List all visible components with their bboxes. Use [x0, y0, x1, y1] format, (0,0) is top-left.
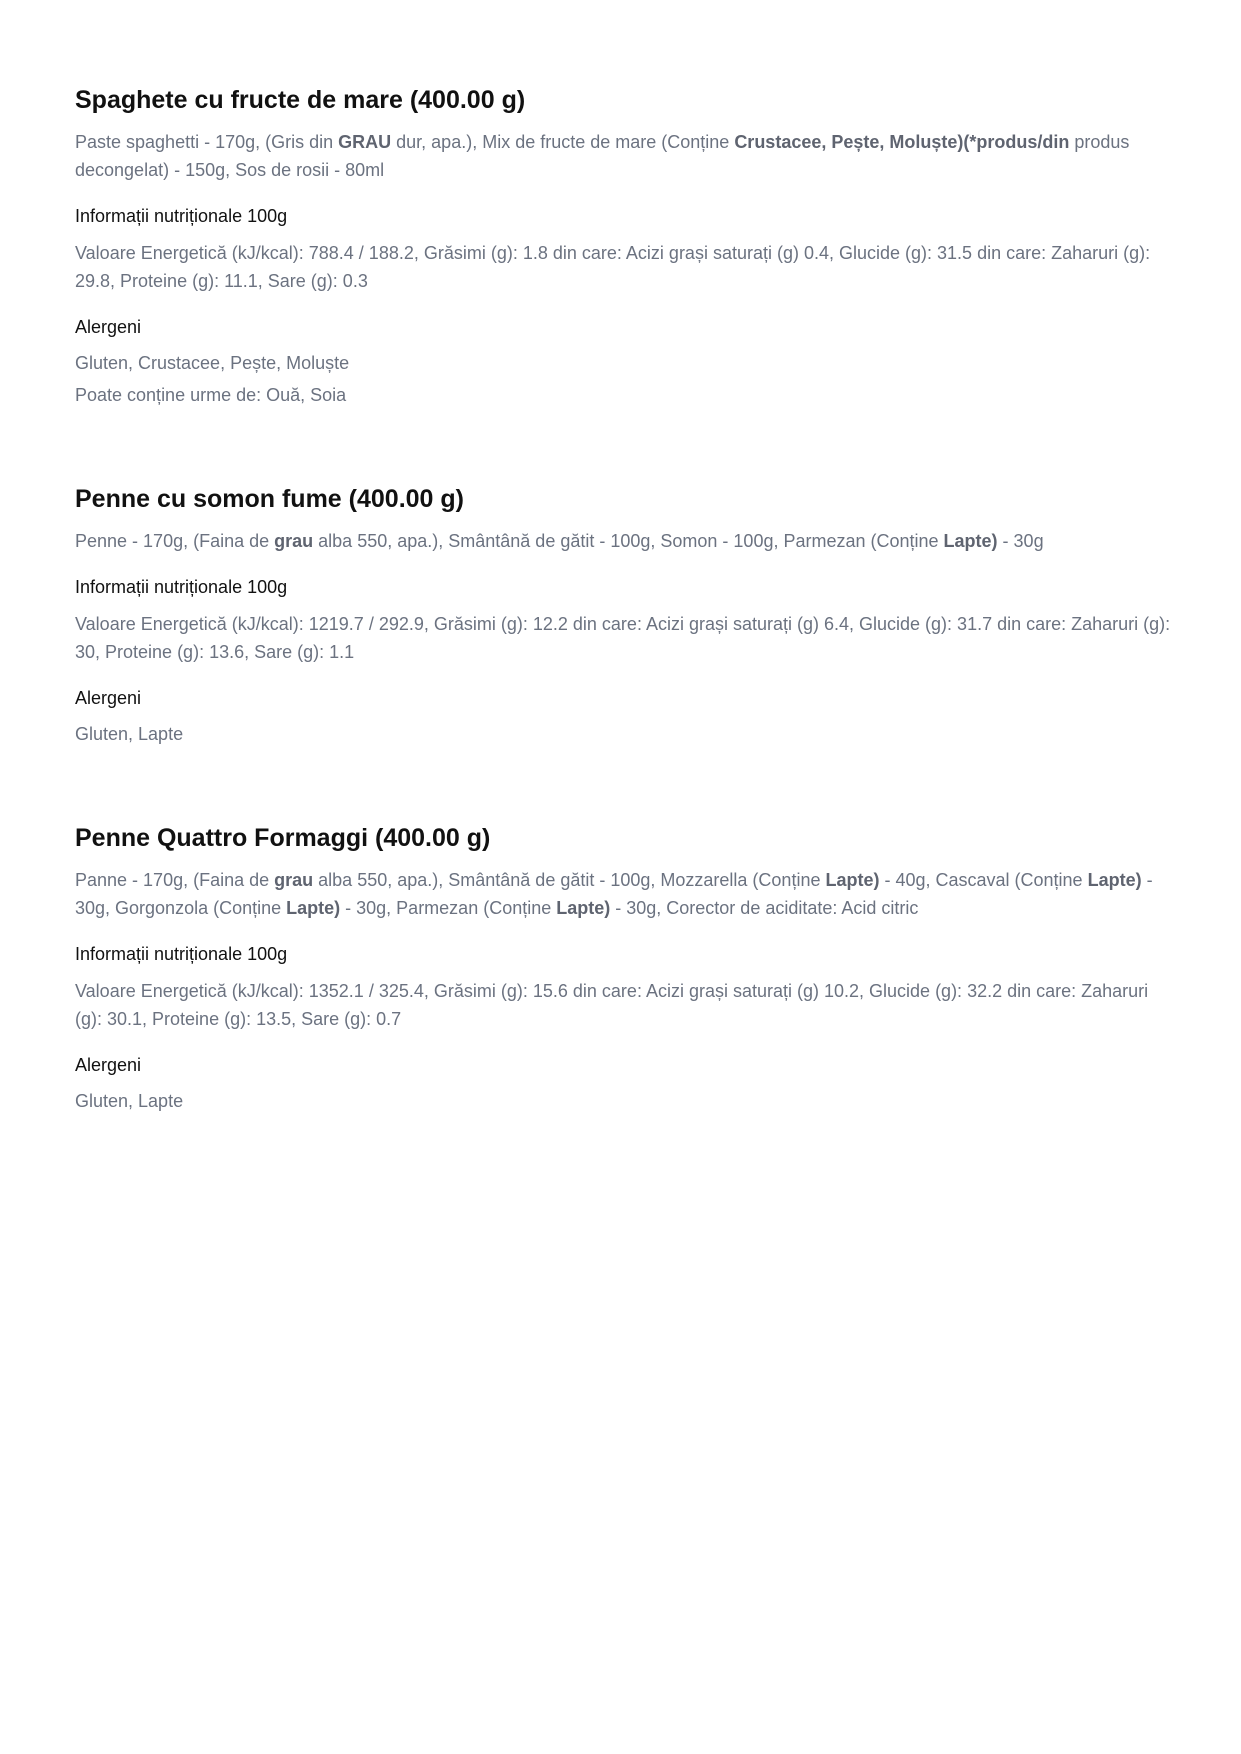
ingredient-segment: Paste spaghetti - 170g, (Gris din: [75, 132, 339, 152]
ingredient-segment: alba 550, apa.), Smântână de gătit - 100g, Somon - 100g, Parmezan (Conține: [313, 531, 944, 551]
nutrition-values: Valoare Energetică (kJ/kcal): 1219.7 / 292.9, Grăsimi (g): 12.2 din care: Acizi grași saturați (g) 6.4, Glucide (g): 31.7 din care: Zaharuri (g): 30, Proteine (g): 13.6, Sare (g): 1.1: [75, 614, 1171, 662]
ingredient-highlight: Lapte): [556, 898, 611, 918]
allergens-list: Gluten, Lapte: [75, 1091, 184, 1111]
ingredient-segment: - 30g, Gorgonzola (Conține: [75, 870, 1153, 918]
ingredient-segment: alba 550, apa.), Smântână de gătit - 100g, Mozzarella (Conține: [313, 870, 826, 890]
nutrition-heading: Informații nutriționale 100g: [75, 206, 288, 226]
ingredients-text: [75, 866, 1175, 922]
ingredient-segment: - 40g, Cascaval (Conține: [879, 870, 1088, 890]
product-card: [75, 78, 1175, 411]
product-title: Penne cu somon fume (400.00 g): [75, 485, 464, 513]
allergens-heading: Alergeni: [75, 1055, 142, 1075]
ingredient-highlight: Crustacee, Pește, Moluște)(*produs/din: [734, 132, 1070, 152]
nutrition-values: Valoare Energetică (kJ/kcal): 1352.1 / 325.4, Grăsimi (g): 15.6 din care: Acizi grași saturați (g) 10.2, Glucide (g): 32.2 din care: Zaharuri (g): 30.1, Proteine (g): 13.5, Sare (g): 0.7: [75, 981, 1149, 1029]
ingredient-highlight: Lapte): [286, 898, 341, 918]
ingredient-segment: - 30g: [997, 531, 1044, 551]
product-title: Spaghete cu fructe de mare (400.00 g): [75, 86, 526, 114]
allergens-block: [75, 1085, 1175, 1117]
ingredients-text: [75, 128, 1175, 184]
ingredient-highlight: grau: [274, 531, 314, 551]
ingredient-segment: - 30g, Corector de aciditate: Acid citric: [610, 898, 919, 918]
allergens-block: [75, 347, 1175, 411]
ingredient-segment: produs decongelat) - 150g, Sos de rosii - 80ml: [75, 132, 1130, 180]
ingredient-highlight: grau: [274, 870, 314, 890]
document-page: [75, 78, 1175, 1117]
may-contain-traces: Poate conține urme de: Ouă, Soia: [75, 385, 347, 405]
allergens-list: Gluten, Crustacee, Pește, Moluște: [75, 353, 350, 373]
nutrition-heading: Informații nutriționale 100g: [75, 577, 288, 597]
ingredients-text: [75, 527, 1175, 555]
ingredient-segment: Penne - 170g, (Faina de: [75, 531, 275, 551]
ingredient-highlight: Lapte): [1087, 870, 1142, 890]
product-title: Penne Quattro Formaggi (400.00 g): [75, 824, 491, 852]
ingredient-highlight: Lapte): [825, 870, 880, 890]
product-card: [75, 816, 1175, 1117]
allergens-list: Gluten, Lapte: [75, 724, 184, 744]
ingredient-segment: - 30g, Parmezan (Conține: [340, 898, 557, 918]
ingredient-highlight: GRAU: [338, 132, 392, 152]
allergens-block: [75, 718, 1175, 750]
nutrition-heading: Informații nutriționale 100g: [75, 944, 288, 964]
allergens-heading: Alergeni: [75, 317, 142, 337]
ingredient-highlight: Lapte): [943, 531, 998, 551]
nutrition-values: Valoare Energetică (kJ/kcal): 788.4 / 188.2, Grăsimi (g): 1.8 din care: Acizi grași saturați (g) 0.4, Glucide (g): 31.5 din care: Zaharuri (g): 29.8, Proteine (g): 11.1, Sare (g): 0.3: [75, 243, 1151, 291]
allergens-heading: Alergeni: [75, 688, 142, 708]
product-card: [75, 477, 1175, 750]
ingredient-segment: Panne - 170g, (Faina de: [75, 870, 275, 890]
ingredient-segment: dur, apa.), Mix de fructe de mare (Conține: [391, 132, 735, 152]
